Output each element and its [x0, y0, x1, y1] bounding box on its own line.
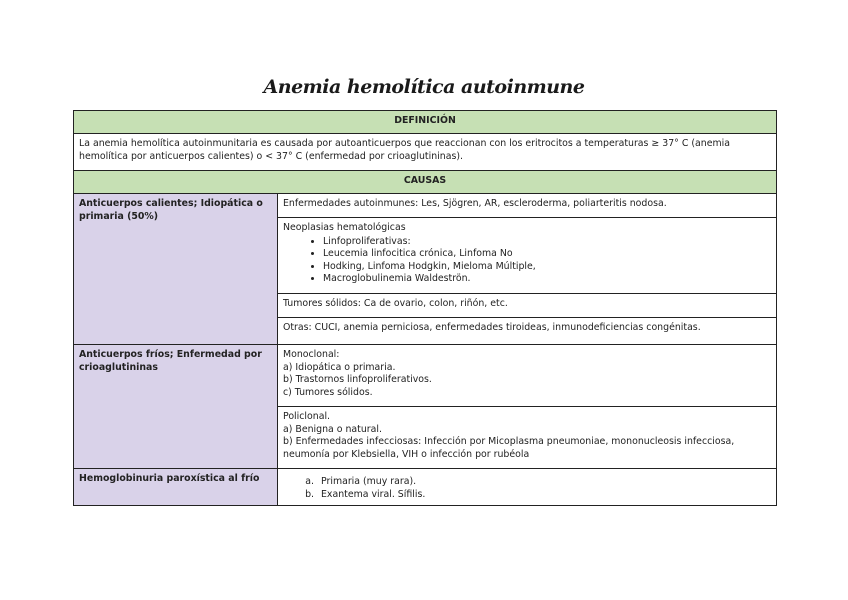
cell-neoplasias — [278, 218, 777, 294]
cell-tumores-solidos: Tumores sólidos: Ca de ovario, colon, riñón, etc. — [278, 294, 777, 318]
policlonal-line: a) Benigna o natural. — [283, 423, 382, 435]
list-item: • Leucemia linfocitica crónica, Linfoma No — [323, 248, 771, 261]
category-anticuerpos-calientes: Anticuerpos calientes; Idiopática o primaria (50%) — [74, 194, 278, 345]
cell-monoclonal — [278, 345, 777, 407]
hemoglobinuria-list — [283, 476, 771, 501]
document-title: Anemia hemolítica autoinmune — [263, 76, 585, 98]
monoclonal-line: b) Trastornos linfoproliferativos. — [283, 374, 432, 385]
policlonal-line: b) Enfermedades infecciosas: Infección por Micoplasma pneumoniae, mononucleosis infecciosa, neumonía por Klebsiella, VIH o infección por rubéola — [283, 436, 735, 460]
policlonal-title: Policlonal. — [283, 411, 331, 422]
monoclonal-line: c) Tumores sólidos. — [283, 386, 373, 398]
definicion-text: La anemia hemolítica autoinmunitaria es causada por autoanticuerpos que reaccionan con los eritrocitos a temperaturas ≥ 37° C (anemia hemolítica por anticuerpos calientes) o < 37° C (enfermedad por crioaglutininas). — [74, 134, 777, 171]
neoplasias-title: Neoplasias hematológicas — [283, 222, 406, 233]
definicion-header: DEFINICIÓN — [74, 111, 777, 134]
cell-policlonal — [278, 407, 777, 469]
list-item: • Macroglobulinemia Waldeströn. — [323, 273, 771, 286]
list-item: b. Exantema viral. Sífilis. — [317, 489, 771, 502]
list-item: • Linfoproliferativas: — [323, 236, 771, 249]
causas-header: CAUSAS — [74, 171, 777, 194]
list-item: a. Primaria (muy rara). — [317, 476, 771, 489]
causes-table — [73, 110, 777, 506]
cell-hemoglobinuria — [278, 469, 777, 506]
cell-otras: Otras: CUCI, anemia perniciosa, enfermedades tiroideas, inmunodeficiencias congénitas. — [278, 318, 777, 345]
category-anticuerpos-frios: Anticuerpos fríos; Enfermedad por crioaglutininas — [74, 345, 278, 469]
monoclonal-title: Monoclonal: — [283, 349, 340, 360]
monoclonal-line: a) Idiopática o primaria. — [283, 361, 396, 373]
list-item: • Hodking, Linfoma Hodgkin, Mieloma Múltiple, — [323, 261, 771, 274]
cell-autoinmunes: Enfermedades autoinmunes: Les, Sjögren, AR, escleroderma, poliarteritis nodosa. — [278, 194, 777, 218]
category-hemoglobinuria: Hemoglobinuria paroxística al frío — [74, 469, 278, 506]
neoplasias-list — [283, 236, 771, 286]
